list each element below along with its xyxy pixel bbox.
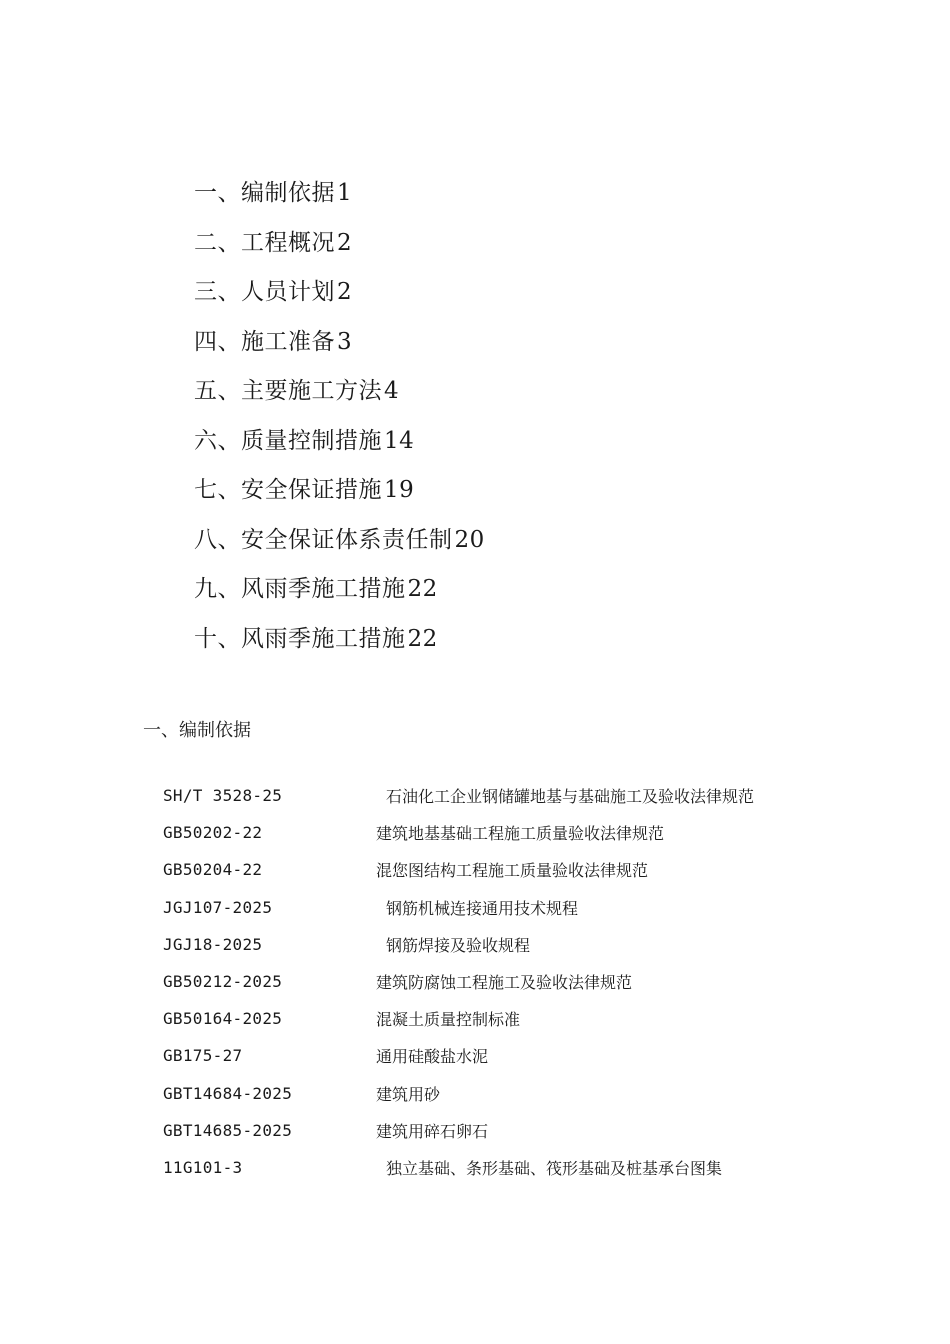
reference-code: SH/T 3528-25 xyxy=(163,786,283,806)
reference-row xyxy=(163,963,754,1000)
section-heading: 一、编制依据 xyxy=(143,720,251,741)
toc-item-page: 2 xyxy=(337,279,353,305)
toc-item-label: 三、人员计划 xyxy=(194,279,335,305)
reference-row xyxy=(163,1000,754,1037)
toc-item-page: 4 xyxy=(384,378,400,404)
reference-title: 通用硅酸盐水泥 xyxy=(376,1047,489,1067)
reference-code: GBT14684-2025 xyxy=(163,1083,293,1103)
toc-item-page: 20 xyxy=(454,526,485,553)
table-of-contents xyxy=(194,178,485,673)
reference-code: GB50202-22 xyxy=(163,823,263,843)
toc-item-label: 九、风雨季施工措施 xyxy=(194,576,406,602)
toc-item[interactable] xyxy=(194,624,485,654)
reference-code: GB50164-2025 xyxy=(163,1009,283,1029)
toc-item[interactable] xyxy=(194,426,485,456)
reference-code: GB50212-2025 xyxy=(163,972,283,992)
toc-item-label: 十、风雨季施工措施 xyxy=(194,625,406,652)
reference-title: 混您图结构工程施工质量验收法律规范 xyxy=(376,861,649,881)
reference-row xyxy=(163,851,754,888)
toc-item-page: 1 xyxy=(337,180,353,206)
toc-item[interactable] xyxy=(194,475,485,505)
toc-item-label: 七、安全保证措施 xyxy=(194,477,382,503)
reference-row xyxy=(163,1112,754,1149)
reference-code: GB50204-22 xyxy=(163,860,263,880)
reference-row xyxy=(163,777,754,814)
toc-item-page: 22 xyxy=(407,625,438,652)
toc-item[interactable] xyxy=(194,327,485,357)
toc-item-label: 五、主要施工方法 xyxy=(194,378,382,404)
toc-item[interactable] xyxy=(194,178,485,208)
toc-item[interactable] xyxy=(194,574,485,604)
toc-item[interactable] xyxy=(194,376,485,406)
toc-item[interactable] xyxy=(194,228,485,258)
reference-title: 石油化工企业钢储罐地基与基础施工及验收法律规范 xyxy=(386,787,755,807)
toc-item-page: 2 xyxy=(337,229,353,256)
toc-item-label: 一、编制依据 xyxy=(194,180,335,206)
toc-item-label: 二、工程概况 xyxy=(194,229,335,256)
reference-row xyxy=(163,1075,754,1112)
reference-title: 混凝土质量控制标准 xyxy=(376,1010,521,1030)
toc-item-page: 22 xyxy=(407,576,438,602)
reference-row xyxy=(163,1149,754,1186)
toc-item[interactable] xyxy=(194,277,485,307)
reference-title: 建筑防腐蚀工程施工及验收法律规范 xyxy=(376,973,633,993)
reference-title: 钢筋焊接及验收规程 xyxy=(386,935,531,955)
reference-title: 建筑用碎石卵石 xyxy=(376,1121,489,1141)
reference-code: JGJ107-2025 xyxy=(163,897,273,917)
toc-item-page: 14 xyxy=(384,427,415,454)
reference-title: 建筑用砂 xyxy=(376,1084,441,1104)
toc-item-label: 四、施工准备 xyxy=(194,328,335,355)
toc-item-page: 19 xyxy=(384,477,415,503)
reference-title: 钢筋机械连接通用技术规程 xyxy=(386,898,579,918)
reference-title: 建筑地基基础工程施工质量验收法律规范 xyxy=(376,824,665,844)
reference-row xyxy=(163,814,754,851)
toc-item-label: 六、质量控制措施 xyxy=(194,427,382,454)
reference-row xyxy=(163,889,754,926)
toc-item[interactable] xyxy=(194,525,485,555)
reference-code: JGJ18-2025 xyxy=(163,934,263,954)
reference-row xyxy=(163,1037,754,1074)
reference-list xyxy=(163,777,754,1186)
toc-item-page: 3 xyxy=(337,328,353,355)
reference-row xyxy=(163,926,754,963)
reference-code: GB175-27 xyxy=(163,1046,243,1066)
reference-code: 11G101-3 xyxy=(163,1157,243,1177)
toc-item-label: 八、安全保证体系责任制 xyxy=(194,526,453,553)
reference-code: GBT14685-2025 xyxy=(163,1120,293,1140)
reference-title: 独立基础、条形基础、筏形基础及桩基承台图集 xyxy=(386,1158,723,1178)
